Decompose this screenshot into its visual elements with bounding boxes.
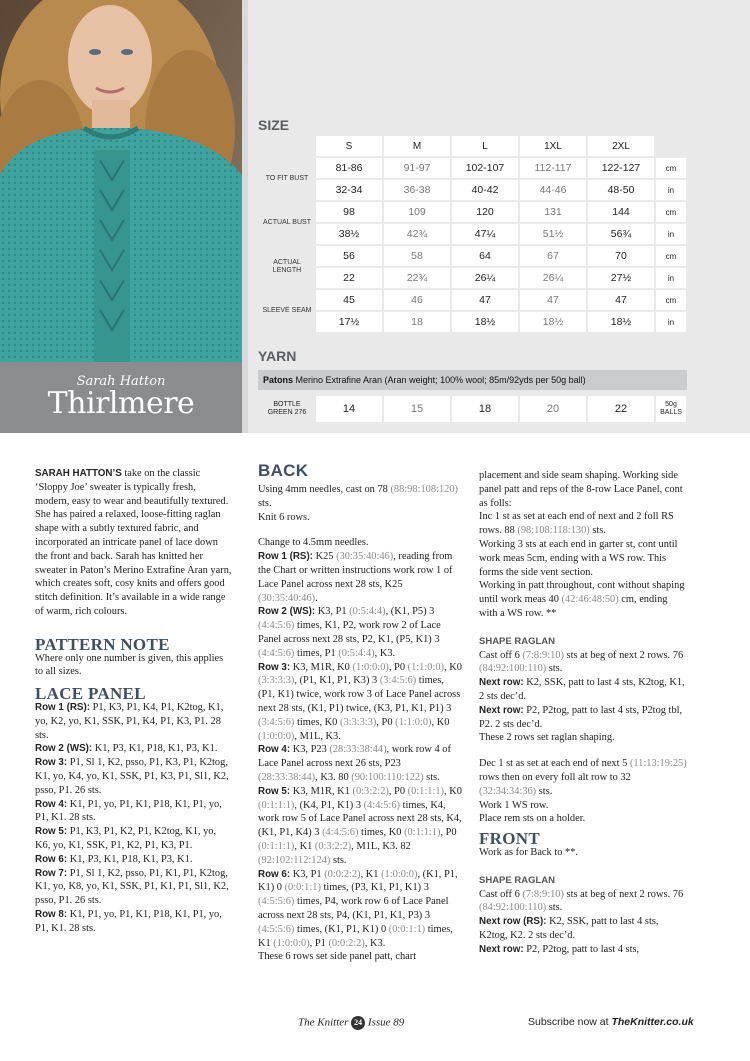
row-label: Row 4: [258,744,291,756]
unit-cell: in [656,268,686,288]
row-label: SLEEVE SEAM [260,290,314,332]
size-cell: 46 [384,290,450,310]
lace-panel-heading: LACE PANEL [35,684,146,704]
text: Cast off 6 [479,888,523,900]
size-cell: 81-86 [316,158,382,178]
size-row [260,158,686,178]
back-continued: placement and side seam shaping. Working side panel patt and reps of the 8-row Lace Panel, cont as folls: [479,470,683,509]
footer-magazine [298,1016,404,1030]
raglan-set: These 2 rows set raglan shaping. [479,732,615,744]
raglan-next-row-1 [479,676,687,704]
text: times, K0 [358,827,405,839]
text: times, K1 [258,923,453,949]
subscribe-text: Subscribe now at [528,1016,612,1028]
unit-cell: in [656,312,686,332]
back-heading: BACK [258,461,309,480]
sizes: (3:3:3:3) [258,675,295,687]
size-cell: 70 [588,246,654,266]
size-cell: 47 [452,290,518,310]
size-2xl: 2XL [588,136,654,156]
row-label: Row 5: [258,785,291,797]
back-row-2 [258,605,463,660]
model-photo [0,0,242,362]
text: , P0 [388,661,408,673]
lace-row [35,756,232,797]
row-label: Row 2 (WS): [258,606,316,618]
lace-row-text: K1, P3, K1, P18, K1, P3, K1. [67,853,193,865]
size-cell: 51½ [520,224,586,244]
size-row [260,246,686,266]
shape-raglan-heading: SHAPE RAGLAN [479,635,556,647]
size-cell: 112-117 [520,158,586,178]
text: . [315,592,318,604]
lace-row [35,798,232,826]
lace-row [35,825,232,853]
sizes: (0:0:1:1) [284,882,321,894]
size-cell: 102-107 [452,158,518,178]
sizes: (4:4:5:6) [363,799,401,811]
text: , (K1, P5) 3 [385,606,435,618]
raglan-next-row-2 [479,704,687,732]
intro-text: take on the classic ‘Sloppy Joe’ sweater is typically fresh, modern, easy to wear and beautifully textured. She has paired a relaxed, loose-fitting raglan shape with a subtly textured fabric, and incorporated an intricate panel of lace down the front and back. Sarah has knitted her sweater in Paton’s Merino Extrafine Aran yarn, which creates soft, cosy knits and offers good stitch definition. It’s available in a wide range of warm, rich colours. [35,468,232,617]
back-row-1 [258,550,463,605]
yarn-shade: BOTTLE GREEN 276 [260,396,314,422]
text: times, K1, P2, work row 2 of Lace Panel across next 28 sts, P2, K1, (P5, K1) 3 [258,620,441,645]
size-cell: 26¼ [520,268,586,288]
photo-divider [242,0,248,433]
yarn-row [260,396,686,422]
text: sts. [423,771,440,783]
size-cell: 32-34 [316,180,382,200]
text: , (P1, K1, P1, K3) 3 [294,675,380,687]
text: K25 [312,551,337,563]
text: times, (K1, P1, K1) 0 [294,923,389,935]
sizes: (0:0:2:2) [328,937,365,949]
text: times, P4, work row 6 of Lace Panel across next 28 sts, P4, (K1, P1, K1, P3) 3 [258,896,449,921]
text: P2, P2tog, patt to last 4 sts, [523,943,640,955]
patt-instruction [479,579,687,620]
text: , P0 [388,785,408,797]
size-1xl: 1XL [520,136,586,156]
lace-row-label: Row 3: [35,757,68,769]
text: Using 4mm needles, cast on 78 [258,484,391,495]
text: Dec 1 st as set at each end of next 5 [479,758,630,770]
text: Cast off 6 [479,649,523,661]
sizes: (3:4:5:6) [258,716,295,728]
yarn-brand: Patons [263,375,294,385]
lace-row-label: Row 4: [35,798,68,810]
size-cell: 144 [588,202,654,222]
sizes: (1:0:0:0) [381,868,418,880]
size-cell: 38½ [316,224,382,244]
text: K2, SSK, patt to last 4 sts, K2tog, K1, 2 sts dec’d. [479,677,685,702]
text: K3, P1 [290,868,325,880]
front-next-row-1 [479,915,687,943]
text: times, K0 [294,716,340,728]
yarn-spec: Merino Extrafine Aran (Aran weight; 100% wool; 85m/92yds per 50g ball) [293,375,586,385]
sizes: (3:4:5:6) [379,675,417,687]
row-label: Row 1 (RS): [258,551,313,563]
sizes: (30:35:40:46) [258,592,316,604]
text: , P0 [376,716,396,728]
size-row [260,290,686,310]
size-cell: 18½ [520,312,586,332]
text: Inc 1 st as set at each end of next and 2 foll RS rows. 88 [479,511,674,537]
size-cell: 27½ [588,268,654,288]
sizes: (90:100:110:122) [351,771,424,783]
pattern-note-text: Where only one number is given, this applies to all sizes. [35,652,224,678]
sizes: (84:92:100:110) [479,663,547,675]
sizes: (0:1:1:1) [258,840,295,852]
issue-number: Issue 89 [367,1016,405,1029]
sizes: (0:3:2:2) [314,840,352,852]
sizes: (3:3:3:3) [339,716,377,728]
text: , (K1, P1, K1) 0 [258,868,458,894]
raglan-cast-off [479,649,687,677]
sizes: (4:5:5:6) [258,896,295,908]
size-row [260,224,686,244]
text: sts. [330,854,347,866]
sizes: (4:4:5:6) [258,647,295,659]
row-label: Next row: [479,677,524,689]
footer-subscribe [528,1016,694,1028]
size-header-row [260,136,686,156]
intro-paragraph [35,467,232,619]
unit-cell: cm [656,158,686,178]
text: , P1 [309,937,329,949]
back-row-5 [258,785,463,868]
size-cell: 47 [520,290,586,310]
front-shape-raglan-heading: SHAPE RAGLAN [479,874,556,886]
text: , reading from the Chart or written instructions work row 1 of Lace Panel across next 28 sts, K25 [258,551,453,590]
lace-row-label: Row 2 (WS): [35,743,93,755]
size-row [260,180,686,200]
text: , (K4, P1, K1) 3 [294,799,364,811]
unit-cell: in [656,180,686,200]
text: sts. [589,525,606,537]
sizes: (7:8:9:10) [522,888,564,900]
text: , K0 [444,661,462,673]
sizes: (28:33:38:44) [258,771,316,783]
yarn-cell: 15 [384,396,450,422]
text: , M1L, K3. [294,730,341,742]
size-cell: 22¾ [384,268,450,288]
raglan-dec [479,757,687,798]
unit-cell: cm [656,246,686,266]
back-row-6 [258,868,463,951]
text: , K1 [360,868,382,880]
row-label: ACTUAL LENGTH [260,246,314,288]
sizes: (1:0:0:0) [273,937,310,949]
yarn-description [258,370,687,390]
lace-row-text: P1, Sl 1, K2, psso, P1, K1, P1, K2tog, K1, yo, K8, yo, K1, SSK, P1, K1, P1, Sl1, K2, psso, P1. 26 sts. [35,867,229,907]
sizes: (0:5:4:4) [349,606,386,618]
size-cell: 40-42 [452,180,518,200]
sizes: (84:92:100:110) [479,902,547,914]
front-heading: FRONT [479,829,540,849]
size-cell: 122-127 [588,158,654,178]
size-cell: 42¾ [384,224,450,244]
size-cell: 18 [384,312,450,332]
text: rows then on every foll alt row to 32 [479,771,631,783]
lace-row [35,742,232,756]
text: , K0 [444,785,462,797]
yarn-cell: 14 [316,396,382,422]
sizes: (88:98:108:120) [390,484,459,495]
sizes: (1:1:0:0) [395,716,432,728]
size-cell: 18½ [588,312,654,332]
lace-row-label: Row 7: [35,867,68,879]
sizes: (1:0:0:0) [352,661,389,673]
text: times, P1 [294,647,339,659]
row-label: Next row: [479,943,524,955]
size-table [258,134,688,334]
column-intro [35,467,232,936]
size-m: M [384,136,450,156]
row-label: Next row: [479,704,524,716]
text: cm, ending with a WS row. ** [479,594,668,619]
sizes: (0:5:4:4) [338,647,375,659]
text: P2, P2tog, patt to last 4 sts, P2tog tbl, P2. 2 sts dec’d. [479,704,683,730]
sizes: (0:1:1:1) [407,785,445,797]
lace-row-text: K1, P1, yo, P1, K1, P18, K1, P1, yo, P1, K1. 28 sts. [35,908,222,934]
magazine-name: The Knitter [298,1016,349,1029]
yarn-table [258,394,688,424]
text: sts. [546,663,563,675]
text: times, (P3, K1, P1, K1) 3 [320,882,429,894]
sizes: (1:0:0:0) [258,730,295,742]
size-heading: SIZE [258,117,290,133]
place-holder: Place rem sts on a holder. [479,813,586,825]
size-cell: 56¾ [588,224,654,244]
sizes: (0:0:2:2) [324,868,361,880]
unit-cell: cm [656,202,686,222]
sizes: (32:34:34:36) [479,785,537,797]
text: sts. [258,497,272,509]
text: , K3. [374,647,396,659]
back-cast-on [258,483,463,511]
row-label: Row 3: [258,661,291,673]
column-continued [479,469,687,957]
size-cell: 67 [520,246,586,266]
inc-instruction [479,510,687,538]
text: , K0 [431,716,450,728]
text: sts at beg of next 2 rows. 76 [563,888,684,900]
sizes: (0:3:2:2) [352,785,389,797]
lace-row-text: P1, K3, P1, K4, P1, K2tog, K1, yo, K2, yo, K1, SSK, P1, K4, P1, K3, P1. 28 sts. [35,701,224,741]
front-text: Work as for Back to **. [479,846,579,858]
text: K3, M1R, K0 [290,661,353,673]
row-label: Row 6: [258,868,291,880]
sizes: (30:35:40:46) [336,551,394,563]
sizes: (28:33:38:44) [329,744,387,756]
row-label: ACTUAL BUST [260,202,314,244]
size-cell: 47¼ [452,224,518,244]
text: times, (P1, K1) twice, work row 3 of Lace Panel across next 28 sts, (K1, P1) twice, (K3, P1, K1, P1) 3 [258,675,461,714]
row-label: Next row (RS): [479,916,547,928]
front-next-row-2 [479,943,687,957]
size-cell: 17½ [316,312,382,332]
pattern-title: Thirlmere [47,386,195,421]
yarn-cell: 18 [452,396,518,422]
garter-instruction: Working 3 sts at each end in garter st, cont until work meas 5cm, ending with a WS row. This forms the side vent section. [479,538,678,578]
lace-row-text: P1, Sl 1, K2, psso, P1, K3, P1, K2tog, K1, yo, K4, yo, K1, SSK, P1, K3, P1, Sl1, K2, psso, P1. 26 sts. [35,757,229,796]
subscribe-link[interactable]: TheKnitter.co.uk [611,1016,694,1028]
text: times, K4, work row 5 of Lace Panel across next 28 sts, K4, (K1, P1, K4) 3 [258,799,462,839]
text: sts at beg of next 2 rows. 76 [563,649,684,661]
text: K2, SSK, patt to last 4 sts, K2tog, K2. 2 sts dec’d. [479,916,659,941]
sizes: (98:108:118:130) [517,525,590,537]
sizes: (4:5:5:6) [258,923,295,935]
size-row [260,312,686,332]
size-cell: 26¼ [452,268,518,288]
back-row-3 [258,661,463,744]
lace-row-label: Row 6: [35,853,68,865]
text: , M1L, K3. 82 [351,840,411,852]
lace-row-label: Row 1 (RS): [35,701,90,713]
size-row [260,268,686,288]
text: sts. [546,902,563,914]
sizes: (0:1:1:1) [404,827,441,839]
unit-cell: cm [656,290,686,310]
lace-row-label: Row 5: [35,826,68,838]
back-needle-change: Change to 4.5mm needles. [258,537,369,549]
sizes: (11:13:19:25) [629,758,687,770]
work-ws-row: Work 1 WS row. [479,799,549,811]
sizes: (4:4:5:6) [322,827,359,839]
text: K3, P1 [315,606,350,618]
size-cell: 18½ [452,312,518,332]
front-cast-off [479,888,687,916]
yarn-cell: 20 [520,396,586,422]
size-cell: 44-46 [520,180,586,200]
lace-row [35,701,232,742]
yarn-unit: 50g BALLS [656,396,686,422]
size-cell: 36-38 [384,180,450,200]
designer-name: Sarah Hatton [76,374,166,389]
size-s: S [316,136,382,156]
text: , K1 [294,840,315,852]
back-summary: These 6 rows set side panel patt, chart [258,951,417,963]
sizes: (7:8:9:10) [522,649,564,661]
lace-row-text: P1, K3, P1, K2, P1, K2tog, K1, yo, K6, yo, K1, SSK, P1, K2, P1, K3, P1. [35,826,217,851]
size-cell: 98 [316,202,382,222]
text: K3, M1R, K1 [290,785,353,797]
model-photo-illustration [0,0,242,362]
text: K3, P23 [290,744,330,756]
text: Working in patt throughout, cont without shaping until work meas 40 [479,580,685,606]
text: , K3. 80 [315,771,352,783]
sizes: (0:1:1:1) [258,799,295,811]
text: , work row 4 of Lace Panel across next 26 sts, P23 [258,744,451,770]
size-cell: 45 [316,290,382,310]
size-cell: 47 [588,290,654,310]
size-cell: 56 [316,246,382,266]
sizes: (1:1:0:0) [407,661,445,673]
lace-row-text: K1, P1, yo, P1, K1, P18, K1, P1, yo, P1, K1. 28 sts. [35,798,222,824]
size-cell: 91-97 [384,158,450,178]
size-row [260,202,686,222]
sizes: (92:102:112:124) [258,854,331,866]
size-cell: 22 [316,268,382,288]
lace-row [35,853,232,867]
sizes: (4:4:5:6) [258,620,295,632]
size-cell: 64 [452,246,518,266]
lace-row [35,908,232,936]
size-cell: 58 [384,246,450,266]
column-back [258,483,463,964]
sizes: (42:46:48:50) [561,594,619,606]
unit-cell: in [656,224,686,244]
row-label: TO FIT BUST [260,158,314,200]
lace-row-text: K1, P3, K1, P18, K1, P3, K1. [92,743,218,755]
intro-lead: SARAH HATTON’S [35,468,122,479]
size-cell: 120 [452,202,518,222]
size-cell: 109 [384,202,450,222]
size-l: L [452,136,518,156]
text: sts. [536,785,553,797]
pattern-note-heading: PATTERN NOTE [35,634,170,654]
lace-row-label: Row 8: [35,908,68,920]
size-cell: 48-50 [588,180,654,200]
page-number-badge: 24 [351,1016,365,1030]
back-row-4 [258,743,463,784]
text: , P0 [440,827,457,839]
lace-row [35,867,232,908]
yarn-cell: 22 [588,396,654,422]
yarn-heading: YARN [258,348,297,364]
text: , K3. [364,937,386,949]
size-cell: 131 [520,202,586,222]
back-knit-rows: Knit 6 rows. [258,511,310,523]
sizes: (0:0:1:1) [388,923,426,935]
